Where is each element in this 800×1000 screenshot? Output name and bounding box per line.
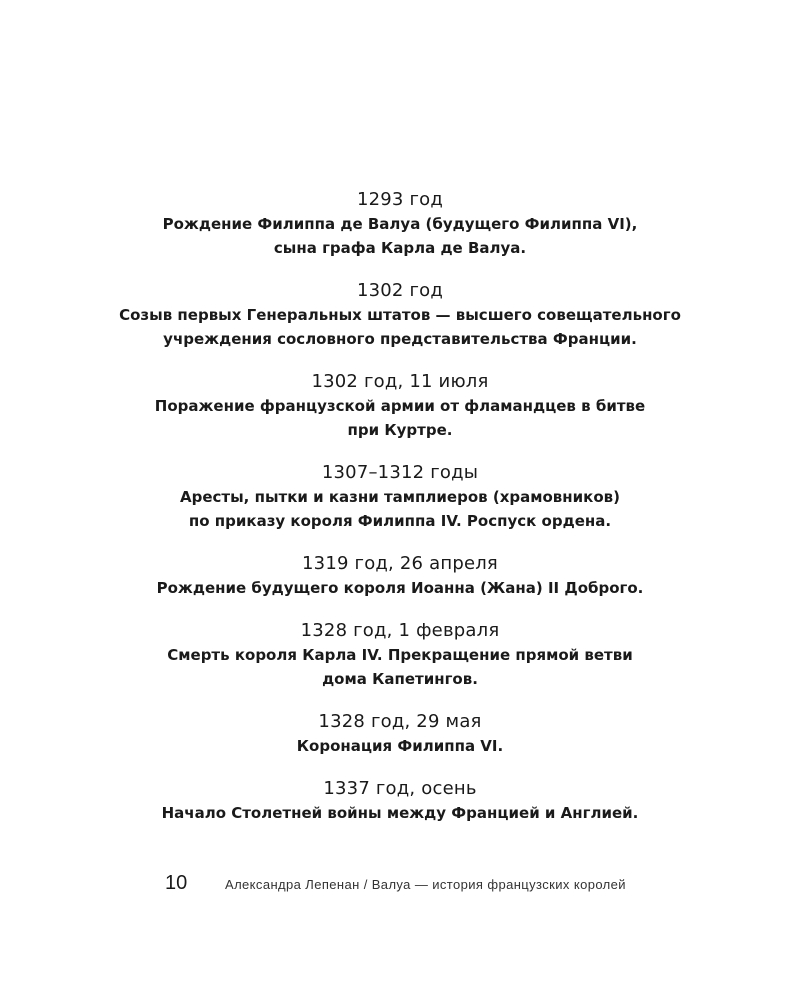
entry-date: 1302 год [356, 280, 444, 301]
running-title: Александра Лепенан / Валуа — история французских королей [225, 877, 626, 892]
entry-line: Начало Столетней войны между Францией и Англией. [161, 804, 639, 822]
entry-date: 1307–1312 годы [321, 462, 479, 483]
timeline-entry [0, 551, 800, 600]
entry-description [0, 576, 800, 600]
entry-line: Коронация Филиппа VI. [296, 737, 504, 755]
timeline-entry [0, 709, 800, 758]
entry-date: 1328 год, 1 февраля [300, 620, 500, 641]
chronology [0, 187, 800, 843]
entry-line: при Куртре. [347, 421, 453, 439]
timeline-entry [0, 369, 800, 442]
entry-description [0, 801, 800, 825]
timeline-entry [0, 278, 800, 351]
entry-date: 1293 год [356, 189, 444, 210]
entry-date: 1302 год, 11 июля [311, 371, 489, 392]
entry-description [0, 212, 800, 260]
page-number: 10 [165, 872, 188, 894]
entry-line: сына графа Карла де Валуа. [273, 239, 527, 257]
entry-line: Смерть короля Карла IV. Прекращение прямой ветви [167, 646, 633, 664]
entry-description [0, 303, 800, 351]
entry-line: Рождение будущего короля Иоанна (Жана) II Доброго. [156, 579, 644, 597]
entry-description [0, 643, 800, 691]
entry-description [0, 734, 800, 758]
entry-description [0, 485, 800, 533]
entry-line: Аресты, пытки и казни тамплиеров (храмовников) [180, 488, 620, 506]
timeline-entry [0, 776, 800, 825]
entry-date: 1337 год, осень [323, 778, 477, 799]
entry-line: Поражение французской армии от фламандцев в битве [154, 397, 646, 415]
entry-description [0, 394, 800, 442]
entry-line: дома Капетингов. [322, 670, 478, 688]
timeline-entry [0, 187, 800, 260]
entry-date: 1328 год, 29 мая [318, 711, 482, 732]
entry-line: по приказу короля Филиппа IV. Роспуск ордена. [188, 512, 612, 530]
entry-date: 1319 год, 26 апреля [302, 553, 498, 574]
timeline-entry [0, 460, 800, 533]
entry-line: Рождение Филиппа де Валуа (будущего Филиппа VI), [162, 215, 638, 233]
page-footer [165, 872, 725, 900]
entry-line: Созыв первых Генеральных штатов — высшего совещательного [119, 306, 681, 324]
timeline-entry [0, 618, 800, 691]
entry-line: учреждения сословного представительства Франции. [163, 330, 637, 348]
